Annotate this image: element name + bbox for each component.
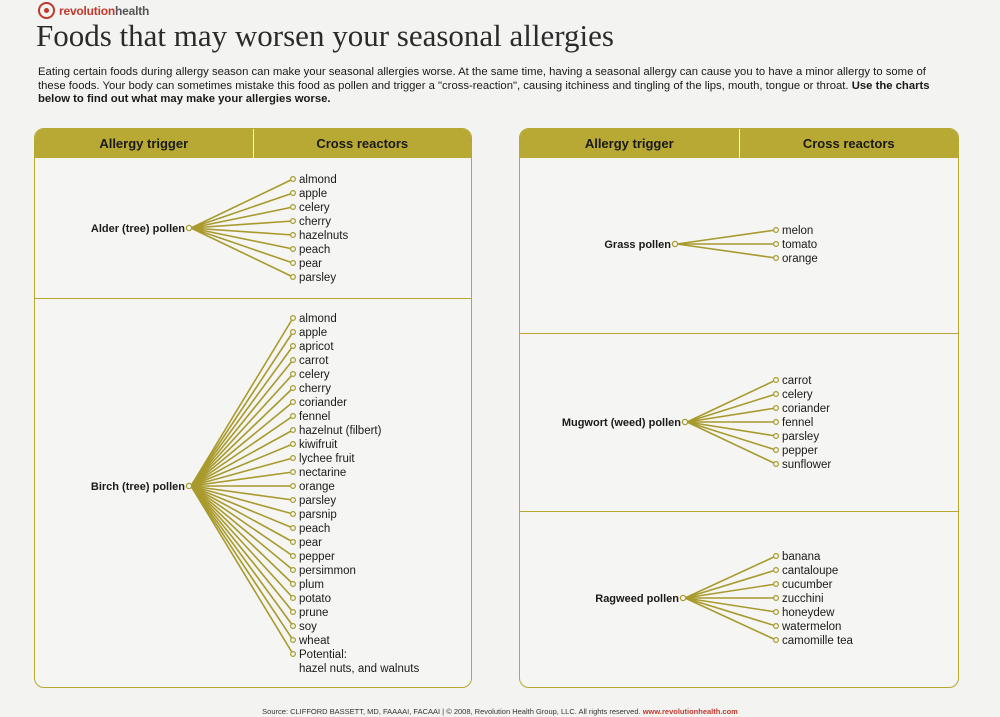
connector-line <box>685 598 776 626</box>
reactor-node <box>291 568 296 573</box>
intro-text: Eating certain foods during allergy season can make your seasonal allergies worse. At the same time, having a seasonal allergy can cause you to have a minor allergy to some of these foods. Your body can sometimes mistake this food as pollen and trigger a "cross-reaction", causing itchiness and tingling of the lips, mouth, tongue or throat. <box>38 66 926 92</box>
cross-reactor-label: hazelnut (filbert) <box>299 425 382 437</box>
reactor-node <box>774 420 779 425</box>
cross-reactor-label: wheat <box>299 635 330 647</box>
cross-reactor-label: apple <box>299 327 328 339</box>
cross-reactors-header: Cross reactors <box>739 129 959 158</box>
cross-reactor-label: tomato <box>782 239 818 251</box>
cross-reactor-label: persimmon <box>299 565 356 577</box>
cross-reactor-label: cherry <box>299 383 331 395</box>
cross-reactor-label: celery <box>782 389 813 401</box>
brand-wordmark: revolutionhealth <box>59 3 150 18</box>
cross-reactor-label: camomille tea <box>782 635 853 647</box>
allergy-trigger-label: Birch (tree) pollen <box>90 481 185 493</box>
reactor-node <box>774 582 779 587</box>
reactor-node <box>291 554 296 559</box>
cross-reactor-label: cherry <box>299 216 331 228</box>
connector-line <box>677 244 776 258</box>
reactor-node <box>291 400 296 405</box>
reactor-node <box>291 247 296 252</box>
cross-reactors-header: Cross reactors <box>253 129 472 158</box>
reactor-node <box>291 442 296 447</box>
right-cross-reaction-diagram <box>520 129 958 687</box>
cross-reactor-label: Potential: <box>299 649 347 661</box>
cross-reactor-label: coriander <box>782 403 830 415</box>
connector-line <box>191 486 293 598</box>
cross-reactor-label: fennel <box>782 417 814 429</box>
cross-reactor-label: fennel <box>299 411 331 423</box>
footer-source: Source: CLIFFORD BASSETT, MD, FAAAAI, FACAAI | © 2008, Revolution Health Group, LLC. All rights reserved. <box>262 707 641 716</box>
reactor-node <box>291 358 296 363</box>
reactor-node <box>291 372 296 377</box>
left-chart-panel <box>34 128 472 688</box>
cross-reactor-label: pear <box>299 537 323 549</box>
connector-line <box>677 230 776 244</box>
cross-reactor-label: parsnip <box>299 509 337 521</box>
allergy-trigger-label: Alder (tree) pollen <box>90 223 185 235</box>
reactor-node <box>774 596 779 601</box>
intro-bold-text: Use the charts below to find out what may make your allergies worse. <box>38 79 930 105</box>
reactor-node <box>291 386 296 391</box>
cross-reactor-label: kiwifruit <box>299 439 338 451</box>
reactor-node <box>291 652 296 657</box>
cross-reactor-label: pepper <box>299 551 335 563</box>
reactor-node <box>291 414 296 419</box>
reactor-node <box>291 624 296 629</box>
cross-reactor-label: carrot <box>299 355 329 367</box>
reactor-node <box>774 392 779 397</box>
trigger-node <box>672 241 677 246</box>
reactor-node <box>291 316 296 321</box>
reactor-node <box>774 378 779 383</box>
reactor-node <box>774 228 779 233</box>
cross-reactor-label: banana <box>782 551 821 563</box>
connector-line <box>191 486 293 612</box>
cross-reactor-label: carrot <box>782 375 812 387</box>
reactor-node <box>291 484 296 489</box>
cross-reactor-label: honeydew <box>782 607 835 619</box>
cross-reactor-label: orange <box>782 253 818 265</box>
footer <box>0 707 1000 716</box>
cross-reactor-label: apple <box>299 188 328 200</box>
cross-reactor-label: celery <box>299 202 330 214</box>
cross-reactor-label: parsley <box>299 272 337 284</box>
allergy-trigger-label: Grass pollen <box>604 239 671 251</box>
cross-reactor-label: sunflower <box>782 459 832 471</box>
reactor-node <box>291 344 296 349</box>
allergy-trigger-header: Allergy trigger <box>584 136 674 151</box>
cross-reactor-label: prune <box>299 607 329 619</box>
reactor-node <box>774 256 779 261</box>
reactor-node <box>774 448 779 453</box>
trigger-node <box>682 419 687 424</box>
connector-line <box>191 430 293 486</box>
cross-reactor-label: watermelon <box>782 621 842 633</box>
reactor-node <box>291 596 296 601</box>
reactor-node <box>774 434 779 439</box>
reactor-node <box>291 233 296 238</box>
intro-paragraph <box>38 66 953 107</box>
cross-reactor-label: nectarine <box>299 467 347 479</box>
cross-reactor-label: cucumber <box>782 579 833 591</box>
reactor-node <box>291 275 296 280</box>
allergy-trigger-label: Ragweed pollen <box>595 593 679 605</box>
cross-reactor-label: plum <box>299 579 324 591</box>
connector-line <box>687 394 776 422</box>
reactor-node <box>291 512 296 517</box>
reactor-node <box>774 568 779 573</box>
cross-reactor-label: orange <box>299 481 335 493</box>
reactor-node <box>291 205 296 210</box>
allergy-trigger-header: Allergy trigger <box>99 136 189 151</box>
right-chart-panel <box>519 128 959 688</box>
reactor-node <box>774 638 779 643</box>
connector-line <box>191 374 293 486</box>
cross-reactor-label: potato <box>299 593 331 605</box>
cross-reactor-label: zucchini <box>782 593 824 605</box>
reactor-node <box>291 470 296 475</box>
reactor-node <box>291 330 296 335</box>
connector-line <box>687 422 776 450</box>
cross-reactor-label: coriander <box>299 397 347 409</box>
connector-line <box>685 570 776 598</box>
reactor-node <box>291 526 296 531</box>
footer-url[interactable]: www.revolutionhealth.com <box>642 707 738 716</box>
reactor-node <box>291 219 296 224</box>
reactor-node <box>774 462 779 467</box>
allergy-trigger-label: Mugwort (weed) pollen <box>561 417 681 429</box>
trigger-node <box>186 225 191 230</box>
reactor-node <box>291 540 296 545</box>
left-cross-reaction-diagram <box>35 129 471 687</box>
reactor-node <box>774 406 779 411</box>
cross-reactor-label: soy <box>299 621 317 633</box>
cross-reactor-label: parsley <box>782 431 820 443</box>
connector-line <box>191 228 293 277</box>
cross-reactor-label: cantaloupe <box>782 565 839 577</box>
cross-reactor-label: pear <box>299 258 323 270</box>
brand-logo[interactable] <box>38 2 149 19</box>
reactor-node <box>291 456 296 461</box>
reactor-node <box>291 428 296 433</box>
trigger-node <box>680 595 685 600</box>
reactor-node <box>774 610 779 615</box>
connector-line <box>191 360 293 486</box>
reactor-node <box>774 624 779 629</box>
cross-reactor-label: parsley <box>299 495 337 507</box>
reactor-node <box>774 554 779 559</box>
reactor-node <box>291 498 296 503</box>
cross-reactor-label: peach <box>299 523 331 535</box>
connector-line <box>191 486 293 542</box>
cross-reactor-extra-label: hazel nuts, and walnuts <box>299 663 420 675</box>
cross-reactor-label: peach <box>299 244 331 256</box>
brand-mark-icon <box>38 2 55 19</box>
reactor-node <box>291 610 296 615</box>
reactor-node <box>291 582 296 587</box>
connector-line <box>191 179 293 228</box>
cross-reactor-label: almond <box>299 174 337 186</box>
cross-reactor-label: almond <box>299 313 337 325</box>
cross-reactor-label: apricot <box>299 341 334 353</box>
reactor-node <box>291 177 296 182</box>
cross-reactor-label: celery <box>299 369 330 381</box>
cross-reactor-label: pepper <box>782 445 818 457</box>
cross-reactor-label: lychee fruit <box>299 453 355 465</box>
cross-reactor-label: hazelnuts <box>299 230 349 242</box>
reactor-node <box>774 242 779 247</box>
trigger-node <box>186 483 191 488</box>
reactor-node <box>291 638 296 643</box>
cross-reactor-label: melon <box>782 225 814 237</box>
reactor-node <box>291 191 296 196</box>
page-title: Foods that may worsen your seasonal allergies <box>36 18 614 53</box>
reactor-node <box>291 261 296 266</box>
